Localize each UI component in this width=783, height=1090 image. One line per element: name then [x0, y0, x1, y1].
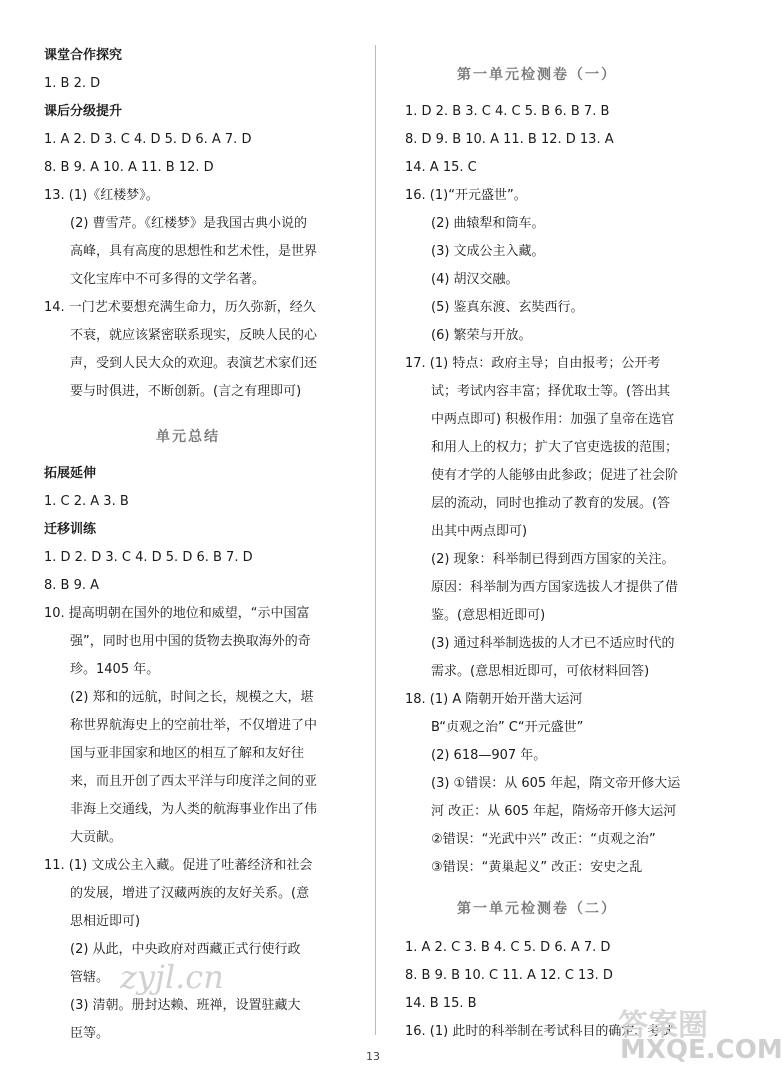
column-divider	[375, 45, 376, 1035]
answer-line: 思相近即可)	[70, 914, 141, 929]
answer-line: 16. (1)“开元盛世”。	[405, 188, 527, 203]
answer-line: 16. (1) 此时的科举制在考试科目的确定、考试	[405, 1024, 674, 1039]
answer-line: 10. 提高明朝在国外的地位和威望，“示中国富	[44, 606, 310, 621]
answer-line: 1. B 2. D	[44, 76, 101, 91]
page-number: 13	[366, 1050, 380, 1063]
answer-line: 高峰，具有高度的思想性和艺术性，是世界	[70, 244, 318, 259]
section-heading: 课后分级提升	[44, 104, 123, 119]
answer-line: (2) 郑和的远航，时间之长，规模之大，堪	[70, 690, 314, 705]
watermark-seal: 答案圈	[618, 1008, 708, 1043]
answer-line: (4) 胡汉交融。	[431, 272, 519, 287]
section-heading: 迁移训练	[44, 522, 97, 537]
answer-line: (2) 曹雪芹。《红楼梦》是我国古典小说的	[70, 216, 308, 231]
answer-line: 来，而且开创了西太平洋与印度洋之间的亚	[70, 774, 318, 789]
answer-line: (3) 通过科举制选拔的人才已不适应时代的	[431, 636, 675, 651]
answer-line: 13. (1)《红楼梦》。	[44, 188, 159, 203]
answer-line: 大贡献。	[70, 830, 123, 845]
answer-line: 试；考试内容丰富；择优取士等。(答出其	[431, 384, 671, 399]
answer-line: ②错误：“光武中兴” 改正：“贞观之治”	[431, 832, 656, 847]
watermark-site: MXQE.COM	[620, 1035, 783, 1065]
answer-line: 不衰，就应该紧密联系现实，反映人民的心	[70, 328, 318, 343]
answer-line: 层的流动，同时也推动了教育的发展。(答	[431, 496, 671, 511]
answer-line: 18. (1) A 隋朝开始开凿大运河	[405, 692, 583, 707]
answer-line: (2) 现象：科举制已得到西方国家的关注。	[431, 552, 675, 567]
answer-line: (5) 鉴真东渡、玄奘西行。	[431, 300, 584, 315]
section-heading: 拓展延伸	[44, 466, 97, 481]
answer-line: 1. D 2. D 3. C 4. D 5. D 6. B 7. D	[44, 550, 253, 565]
answer-line: 8. B 9. B 10. C 11. A 12. C 13. D	[405, 968, 613, 983]
answer-line: (2) 曲辕犁和筒车。	[431, 216, 545, 231]
answer-line: 臣等。	[70, 1026, 110, 1041]
answer-line: 8. D 9. B 10. A 11. B 12. D 13. A	[405, 132, 614, 147]
answer-line: ③错误：“黄巢起义” 改正：安史之乱	[431, 860, 643, 875]
answer-line: 1. D 2. B 3. C 4. C 5. B 6. B 7. B	[405, 104, 610, 119]
answer-line: 珍。1405 年。	[70, 662, 160, 677]
answer-line: 非海上交通线，为人类的航海事业作出了伟	[70, 802, 318, 817]
answer-line: (3) 文成公主入藏。	[431, 244, 545, 259]
answer-line: 强”，同时也用中国的货物去换取海外的奇	[70, 634, 311, 649]
answer-line: (3) 清朝。册封达赖、班禅，设置驻藏大	[70, 998, 301, 1013]
answer-line: 8. B 9. A	[44, 578, 100, 593]
unit-test-title-2: 第一单元检测卷（二）	[457, 901, 617, 917]
watermark-zyjl: zyjl.cn	[120, 958, 224, 996]
section-heading: 课堂合作探究	[44, 48, 123, 63]
answer-line: 1. A 2. C 3. B 4. C 5. D 6. A 7. D	[405, 940, 611, 955]
answer-line: 中两点即可) 积极作用：加强了皇帝在选官	[431, 412, 675, 427]
answer-line: 国与亚非国家和地区的相互了解和友好往	[70, 746, 305, 761]
answer-line: 要与时俱进，不断创新。(言之有理即可)	[70, 384, 302, 399]
answer-line: 1. A 2. D 3. C 4. D 5. D 6. A 7. D	[44, 132, 252, 147]
answer-line: 文化宝库中不可多得的文学名著。	[70, 272, 266, 287]
answer-line: 的发展，增进了汉藏两族的友好关系。(意	[70, 886, 310, 901]
answer-line: 和用人上的权力；扩大了官吏选拔的范围；	[431, 440, 679, 455]
answer-line: 原因：科举制为西方国家选拔人才提供了借	[431, 580, 679, 595]
unit-test-title-1: 第一单元检测卷（一）	[457, 67, 617, 83]
answer-line: 8. B 9. A 10. A 11. B 12. D	[44, 160, 214, 175]
answer-line: 鉴。(意思相近即可)	[431, 608, 546, 623]
answer-line: (6) 繁荣与开放。	[431, 328, 532, 343]
answer-line: (2) 618—907 年。	[431, 748, 547, 763]
answer-line: 使有才学的人能够由此参政；促进了社会阶	[431, 468, 679, 483]
answer-line: (2) 从此，中央政府对西藏正式行使行政	[70, 942, 301, 957]
answer-line: 14. 一门艺术要想充满生命力，历久弥新，经久	[44, 300, 316, 315]
answer-line: 声，受到人民大众的欢迎。表演艺术家们还	[70, 356, 318, 371]
answer-line: 河 改正：从 605 年起，隋炀帝开修大运河	[431, 804, 677, 819]
unit-summary-title: 单元总结	[156, 429, 220, 445]
answer-line: 称世界航海史上的空前壮举，不仅增进了中	[70, 718, 318, 733]
answer-line: 14. B 15. B	[405, 996, 477, 1011]
answer-line: 需求。(意思相近即可，可依材料回答)	[431, 664, 650, 679]
answer-line: B“贞观之治” C“开元盛世”	[431, 720, 584, 735]
answer-line: 17. (1) 特点：政府主导；自由报考；公开考	[405, 356, 661, 371]
answer-line: 出其中两点即可)	[431, 524, 528, 539]
answer-line: 管辖。	[70, 970, 110, 985]
answer-line: (3) ①错误：从 605 年起，隋文帝开修大运	[431, 776, 681, 791]
answer-line: 1. C 2. A 3. B	[44, 494, 129, 509]
answer-line: 14. A 15. C	[405, 160, 477, 175]
answer-line: 11. (1) 文成公主入藏。促进了吐蕃经济和社会	[44, 858, 313, 873]
